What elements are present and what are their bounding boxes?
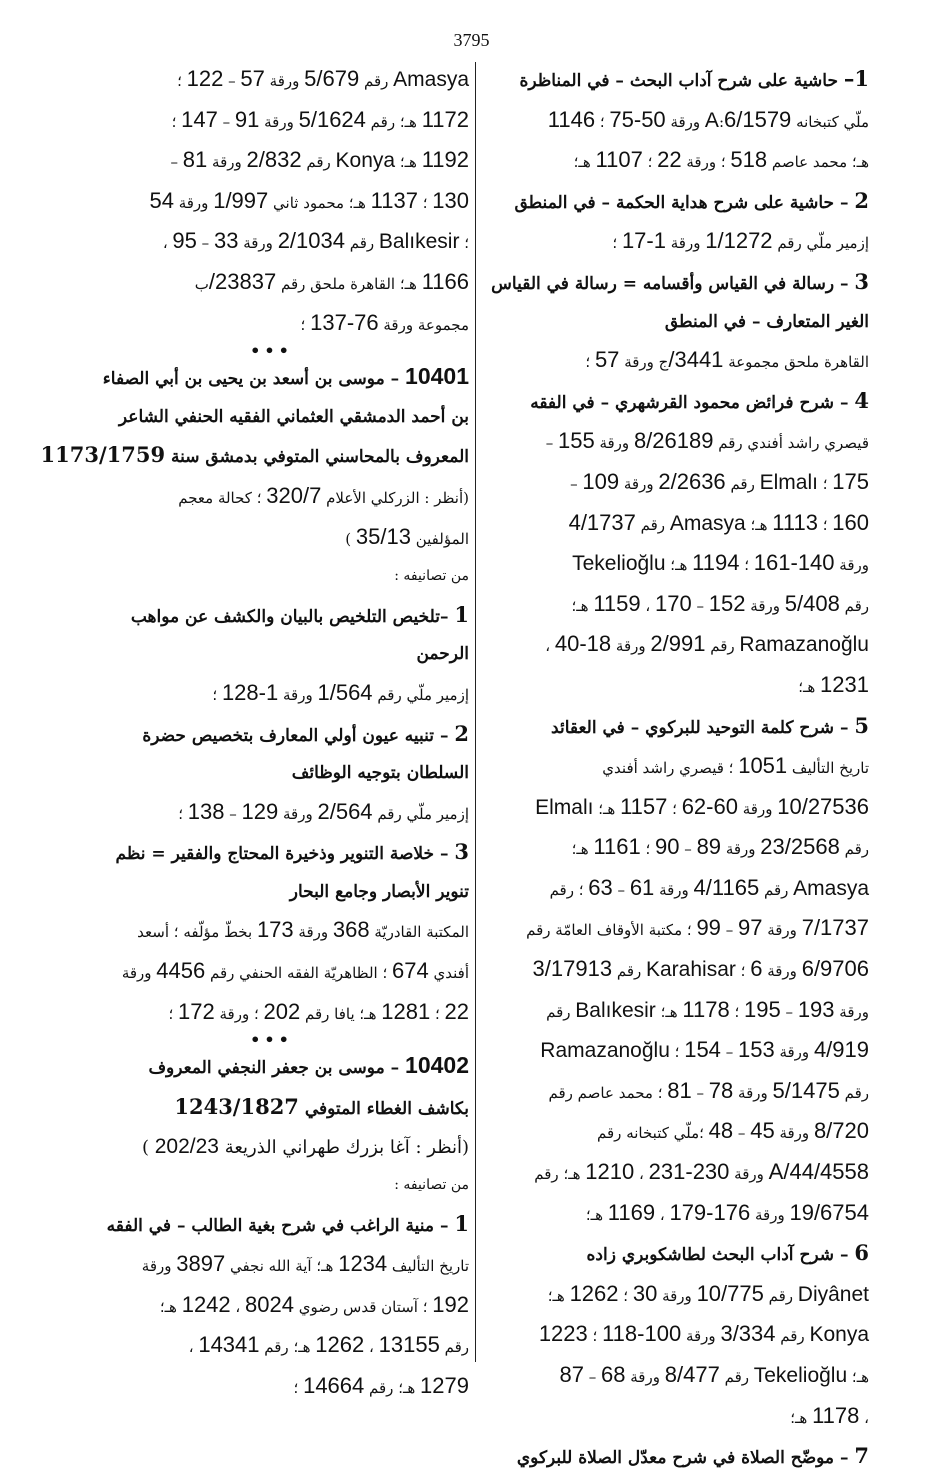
- reference-line: ملّي كتبخانه A:6/1579 ورقة 50-75 ؛ 1146: [547, 106, 869, 132]
- reference-line: قيصري راشد أفندي رقم 8/26189 ورقة 155 –: [545, 428, 869, 454]
- reference-line: تاريخ التأليف 1234 هـ؛ آية الله نجفي 3897 ورقة: [141, 1251, 469, 1277]
- reference-line: Konya رقم 3/334 ورقة 100-118 ؛ 1223: [538, 1321, 869, 1347]
- reference-line: إزمير ملّي رقم 1/564 ورقة 1-128 ؛: [212, 679, 469, 705]
- entry-heading-line: 2 – تنبيه عيون أولي المعارف بتخصيص حضرة: [142, 720, 469, 746]
- entry-heading-line: 1 – منية الراغب في شرح بغية الطالب – في الفقه: [106, 1210, 469, 1236]
- right-column: [474, 60, 869, 1478]
- column-divider: [475, 62, 476, 1362]
- biography-entry-heading: 10402 – موسى بن جعفر النجفي المعروف: [148, 1052, 469, 1079]
- reference-line: 6/9706 ورقة 6 ؛ Karahisar رقم 3/17913: [532, 956, 869, 982]
- reference-line: 1172 هـ؛ رقم 5/1624 ورقة 91 – 147 ؛: [171, 106, 469, 132]
- left-column: [40, 60, 469, 1408]
- entry-heading-line: 4 – شرح فرائض محمود القرشهري – في الفقه: [530, 387, 869, 413]
- reference-line: رقم 13155 ، 1262 هـ؛ رقم 14341 ،: [188, 1332, 469, 1358]
- reference-line: 19/6754 ورقة 176-179 ، 1169 هـ؛: [585, 1199, 869, 1225]
- entry-heading-line: 3 – رسالة في القياس وأقسامه = رسالة في القياس: [491, 268, 869, 294]
- entry-heading-line: بن أحمد الدمشقي العثماني الفقيه الحنفي الشاعر: [118, 406, 469, 427]
- entry-heading-line: الرحمن: [416, 644, 469, 665]
- reference-line: 8/720 ورقة 45 – 48 ؛ملّي كتبخانه رقم: [597, 1118, 869, 1144]
- reference-line: 1166 هـ؛ القاهرة ملحق رقم 23837/ب: [194, 268, 469, 294]
- entry-heading-line: 7 – موضّح الصلاة في شرح معدّل الصلاة للبركوي: [516, 1443, 869, 1469]
- reference-line: هـ؛ محمد عاصم 518 ؛ ورقة 22 ؛ 1107 هـ؛: [573, 147, 869, 173]
- reference-line: 44/4558/A ورقة 230-231 ، 1210 هـ؛ رقم: [534, 1159, 869, 1185]
- reference-line: 4/919 ورقة 153 – 154 ؛ Ramazanoğlu: [540, 1037, 869, 1063]
- reference-line: ؛ Balıkesir رقم 2/1034 ورقة 33 – 95 ،: [162, 228, 469, 254]
- subsection-label: من تصانيفه :: [394, 568, 469, 585]
- reference-line: 175 ؛ Elmalı رقم 2/2636 ورقة 109 –: [570, 468, 869, 494]
- reference-line: مجموعة ورقة 76-137 ؛: [300, 309, 469, 335]
- reference-line: رقم 5/1475 ورقة 78 – 81 ؛ محمد عاصم رقم: [548, 1077, 869, 1103]
- reference-line: 1279 هـ؛ رقم 14664 ؛: [293, 1373, 469, 1398]
- reference-line: أفندي 674 ؛ الظاهريّة الفقه الحنفي رقم 4456 ورقة: [121, 958, 469, 984]
- reference-line: 192 ؛ آستان قدس رضوي 8024 ، 1242 هـ؛: [159, 1291, 469, 1317]
- subsection-label: من تصانيفه :: [394, 1177, 469, 1194]
- entry-heading-line: المعروف بالمحاسني المتوفي بدمشق سنة 1173/1759: [40, 442, 469, 468]
- entry-heading-line: 6 – شرح آداب البحث لطاشكوبري زاده: [586, 1240, 869, 1266]
- reference-line: إزمير ملّي رقم 2/564 ورقة 129 – 138 ؛: [178, 798, 469, 824]
- entry-heading-line: تنوير الأبصار وجامع البحار: [289, 881, 469, 902]
- reference-line: المكتبة القادريّة 368 ورقة 173 بخطّ مؤلّفه ؛ أسعد: [137, 917, 469, 943]
- entry-heading-line: بكاشف الغطاء المتوفي 1243/1827: [174, 1093, 469, 1119]
- reference-line: تاريخ التأليف 1051 ؛ قيصري راشد أفندي: [602, 753, 869, 779]
- reference-line: 7/1737 ورقة 97 – 99 ؛ مكتبة الأوقاف العامّة رقم: [526, 915, 869, 941]
- entry-heading-line: 1– حاشية على شرح آداب البحث – في المناظرة: [519, 66, 869, 91]
- entry-heading-line: 3 – خلاصة التنوير وذخيرة المحتاج والفقير = نظم: [115, 839, 469, 865]
- reference-line: المؤلفين 35/13 ): [345, 523, 469, 549]
- entry-heading-line: 5 – شرح كلمة التوحيد للبركوي – في العقائد: [551, 712, 869, 738]
- reference-line: Amasya رقم 4/1165 ورقة 61 – 63 ؛ رقم: [549, 874, 869, 900]
- reference-line: Amasya رقم 5/679 ورقة 57 – 122 ؛: [177, 66, 469, 91]
- entry-heading-line: 1 –تلخيص التلخيص بالبيان والكشف عن مواهب: [130, 601, 469, 627]
- reference-line: رقم 5/408 ورقة 152 – 170 ، 1159 هـ؛: [571, 590, 869, 616]
- reference-line: 130 ؛ 1137 هـ؛ محمود ثاني 1/997 ورقة 54: [149, 187, 469, 213]
- reference-line: 22 ؛ 1281 هـ؛ يافا رقم 202 ؛ ورقة 172 ؛: [168, 998, 469, 1024]
- entry-heading-line: السلطان بتوجيه الوظائف: [291, 763, 469, 784]
- reference-line: هـ؛ Tekelioğlu رقم 8/477 ورقة 68 – 87: [559, 1362, 869, 1387]
- separator-dots: •••: [250, 1030, 293, 1050]
- reference-line: القاهرة ملحق مجموعة 3441/ج ورقة 57 ؛: [585, 347, 869, 373]
- entry-heading-line: الغير المتعارف – في المنطق: [664, 311, 869, 332]
- separator-dots: •••: [250, 341, 293, 361]
- reference-line: رقم 23/2568 ورقة 89 – 90 ؛ 1161 هـ؛: [571, 834, 869, 860]
- source-citation: (أنظر : آغا بزرك طهراني الذريعة 202/23 ): [141, 1135, 469, 1159]
- entry-heading-line: 2 – حاشية على شرح هداية الحكمة – في المنطق: [514, 187, 869, 213]
- reference-line: ، 1178 هـ؛: [790, 1402, 869, 1428]
- reference-line: ورقة 193 – 195 ؛ 1178 هـ؛ Balıkesir رقم: [546, 996, 869, 1022]
- biography-entry-heading: 10401 – موسى بن أسعد بن يحيى بن أبي الصفاء: [102, 363, 469, 390]
- page-number: 3795: [453, 30, 490, 50]
- reference-line: 10/27536 ورقة 60-62 ؛ 1157 هـ؛ Elmalı: [535, 793, 869, 819]
- reference-line: Ramazanoğlu رقم 2/991 ورقة 18-40 ،: [545, 631, 869, 657]
- reference-line: 1231 هـ؛: [798, 671, 869, 697]
- reference-line: 1192 هـ؛ Konya رقم 2/832 ورقة 81 –: [170, 147, 469, 173]
- reference-line: (أنظر : الزركلي الأعلام 320/7 ؛ كحالة معجم: [178, 482, 469, 508]
- reference-line: ورقة 140-161 ؛ 1194 هـ؛ Tekelioğlu: [572, 550, 869, 576]
- reference-line: 160 ؛ 1113 هـ؛ Amasya رقم 4/1737: [568, 509, 869, 535]
- reference-line: Diyânet رقم 10/775 ورقة 30 ؛ 1262 هـ؛: [547, 1280, 869, 1306]
- reference-line: إزمير ملّي رقم 1/1272 ورقة 1-17 ؛: [612, 228, 869, 254]
